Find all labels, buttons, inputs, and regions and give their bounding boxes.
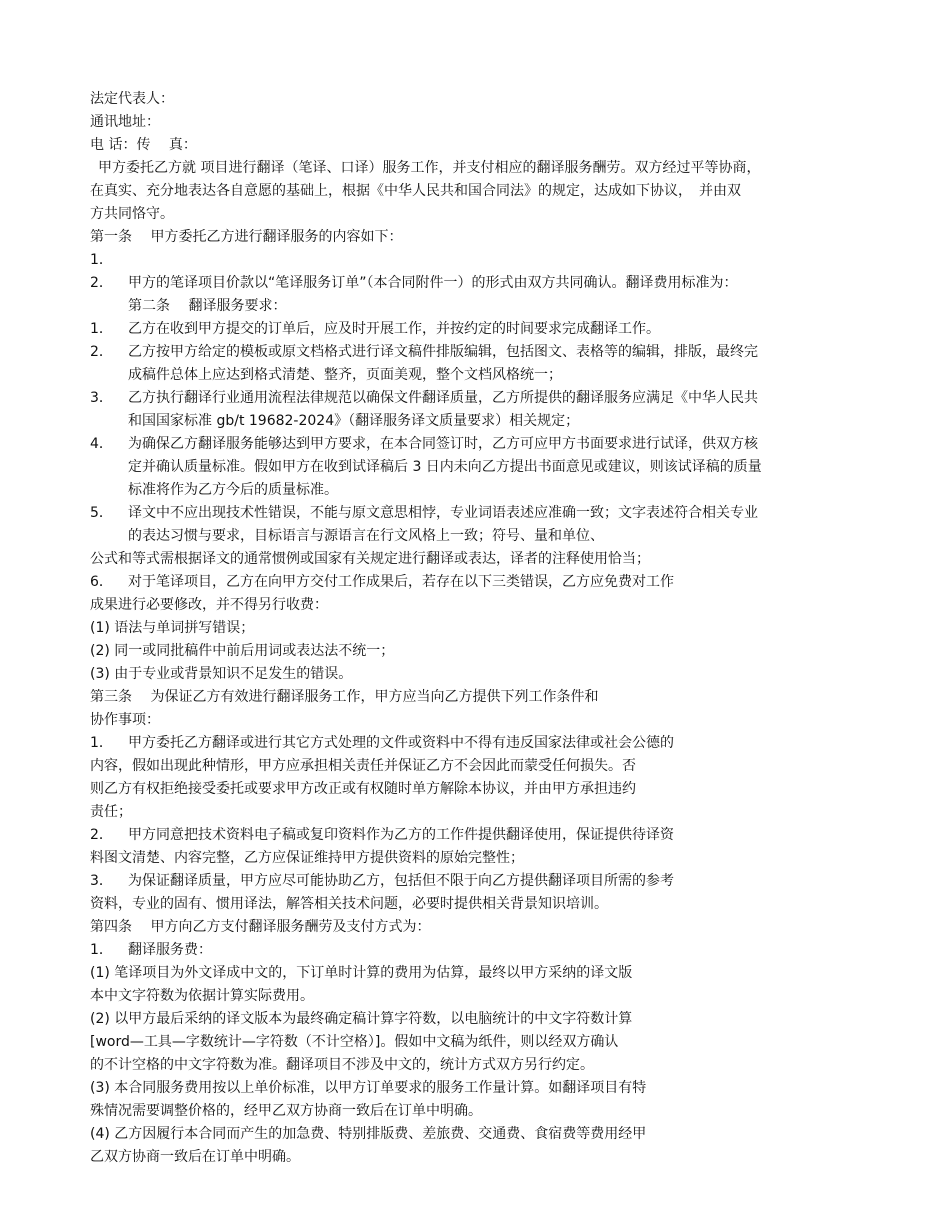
error-type-3: (3) 由于专业或背景知识不足发生的错误。 <box>90 666 353 682</box>
fee-clause-2-cont: 的不计空格的中文字符数为准。翻译项目不涉及中文的，统计方式双方另行约定。 <box>90 1057 594 1073</box>
item-text-cont: 标准将作为乙方今后的质量标准。 <box>128 482 338 498</box>
item-number: 4． <box>90 436 113 452</box>
fee-clause-4: (4) 乙方因履行本合同而产生的加急费、特别排版费、差旅费、交通费、食宿费等费用经甲 <box>90 1126 647 1142</box>
article-3-item-2-cont: 料图文清楚、内容完整，乙方应保证维持甲方提供资料的原始完整性； <box>90 850 524 866</box>
article-3-title-cont: 协作事项： <box>90 712 160 728</box>
item-text: 对于笔译项目，乙方在向甲方交付工作成果后，若存在以下三类错误，乙方应免费对工作 <box>128 574 674 590</box>
fee-clause-3-cont: 殊情况需要调整价格的，经甲乙双方协商一致后在订单中明确。 <box>90 1103 482 1119</box>
item-number: 2． <box>90 827 113 843</box>
item-text: 甲方的笔译项目价款以“笔译服务订单”（本合同附件一）的形式由双方共同确认。翻译费用标准为： <box>128 275 738 291</box>
legal-rep-line: 法定代表人： <box>90 91 174 107</box>
article-2-item-6 <box>90 571 870 594</box>
article-3-item-2 <box>90 824 870 847</box>
item-text: 乙方在收到甲方提交的订单后，应及时开展工作，并按约定的时间要求完成翻译工作。 <box>128 321 660 337</box>
intro-line-2: 在真实、充分地表达各自意愿的基础上，根据《中华人民共和国合同法》的规定，达成如下协议， 并由双 <box>90 183 741 199</box>
article-4-title: 第四条 甲方向乙方支付翻译服务酬劳及支付方式为： <box>90 919 431 935</box>
article-1-item-1: 1． <box>90 252 113 268</box>
item-text: 甲方同意把技术资料电子稿或复印资料作为乙方的工作件提供翻译使用，保证提供待译资 <box>128 827 674 843</box>
article-3-item-1 <box>90 732 870 755</box>
item-text-cont: 的表达习惯与要求，目标语言与源语言在行文风格上一致；符号、量和单位、 <box>128 528 604 544</box>
article-2-item-4 <box>90 433 870 502</box>
article-3-item-1-cont: 责任； <box>90 804 132 820</box>
item-number: 3． <box>90 390 113 406</box>
article-2-item-5 <box>90 502 870 548</box>
item-text: 译文中不应出现技术性错误，不能与原文意思相悖，专业词语表述应准确一致；文字表述符合相关专业 <box>128 505 758 521</box>
error-type-1: (1) 语法与单词拼写错误； <box>90 620 255 636</box>
article-2-item-3 <box>90 387 870 433</box>
fee-clause-2-cont: [word—工具—字数统计—字符数（不计空格）]。假如中文稿为纸件，则以经双方确认 <box>90 1034 619 1050</box>
item-text: 为确保乙方翻译服务能够达到甲方要求，在本合同签订时，乙方可应甲方书面要求进行试译，供双方核 <box>128 436 758 452</box>
fee-clause-1: (1) 笔译项目为外文译成中文的，下订单时计算的费用为估算，最终以甲方采纳的译文版 <box>90 965 633 981</box>
item-text: 甲方委托乙方翻译或进行其它方式处理的文件或资料中不得有违反国家法律或社会公德的 <box>128 735 674 751</box>
fee-clause-4-cont: 乙双方协商一致后在订单中明确。 <box>90 1149 300 1165</box>
address-line: 通讯地址： <box>90 114 160 130</box>
phone-fax-line: 电 话：传 真： <box>90 137 197 153</box>
item-number: 2． <box>90 344 113 360</box>
item-number: 1． <box>90 735 113 751</box>
article-3-title: 第三条 为保证乙方有效进行翻译服务工作，甲方应当向乙方提供下列工作条件和 <box>90 689 599 705</box>
item-number: 6． <box>90 574 113 590</box>
article-3-item-1-cont: 内容，假如出现此种情形，甲方应承担相关责任并保证乙方不会因此而蒙受任何损失。否 <box>90 758 636 774</box>
article-3-item-1-cont: 则乙方有权拒绝接受委托或要求甲方改正或有权随时单方解除本协议，并由甲方承担违约 <box>90 781 636 797</box>
item-text-cont: 和国国家标准 gb/t 19682-2024》（翻译服务译文质量要求）相关规定； <box>128 413 580 429</box>
article-2-item-2 <box>90 341 870 387</box>
fee-clause-3: (3) 本合同服务费用按以上单价标准，以甲方订单要求的服务工作量计算。如翻译项目有特 <box>90 1080 647 1096</box>
item-number: 1． <box>90 321 113 337</box>
item-number: 2． <box>90 275 113 291</box>
article-2-title: 第二条 翻译服务要求： <box>128 298 287 314</box>
article-3-item-3-cont: 资料，专业的固有、惯用译法，解答相关技术问题，必要时提供相关背景知识培训。 <box>90 896 608 912</box>
item-text-cont: 成稿件总体上应达到格式清楚、整齐，页面美观，整个文档风格统一； <box>128 367 562 383</box>
item-text: 乙方按甲方给定的模板或原文档格式进行译文稿件排版编辑，包括图文、表格等的编辑，排版，最终完 <box>128 344 758 360</box>
item-text-cont: 定并确认质量标准。假如甲方在收到试译稿后 3 日内未向乙方提出书面意见或建议，则该试译稿的质量 <box>128 459 762 475</box>
item-text: 乙方执行翻译行业通用流程法律规范以确保文件翻译质量，乙方所提供的翻译服务应满足《中华人民共 <box>128 390 758 406</box>
article-1-item-2 <box>90 272 870 295</box>
article-3-item-3 <box>90 870 870 893</box>
item-number: 5． <box>90 505 113 521</box>
article-4-item-1 <box>90 939 870 962</box>
intro-line-3: 方共同恪守。 <box>90 206 174 222</box>
error-type-2: (2) 同一或同批稿件中前后用词或表达法不统一； <box>90 643 395 659</box>
article-2-item-6-continuation: 成果进行必要修改，并不得另行收费： <box>90 597 328 613</box>
fee-clause-2: (2) 以甲方最后采纳的译文版本为最终确定稿计算字符数，以电脑统计的中文字符数计算 <box>90 1011 633 1027</box>
article-1-title: 第一条 甲方委托乙方进行翻译服务的内容如下： <box>90 229 403 245</box>
article-2-item-5-continuation: 公式和等式需根据译文的通常惯例或国家有关规定进行翻译或表达，译者的注释使用恰当； <box>90 551 650 567</box>
item-number: 3． <box>90 873 113 889</box>
fee-clause-1-cont: 本中文字符数为依据计算实际费用。 <box>90 988 314 1004</box>
article-2-item-1 <box>90 318 870 341</box>
item-number: 1． <box>90 942 113 958</box>
item-text: 翻译服务费： <box>128 942 212 958</box>
item-text: 为保证翻译质量，甲方应尽可能协助乙方，包括但不限于向乙方提供翻译项目所需的参考 <box>128 873 674 889</box>
intro-line-1: 甲方委托乙方就 项目进行翻译（笔译、口译）服务工作，并支付相应的翻译服务酬劳。双方经过平等协商， <box>98 160 761 176</box>
